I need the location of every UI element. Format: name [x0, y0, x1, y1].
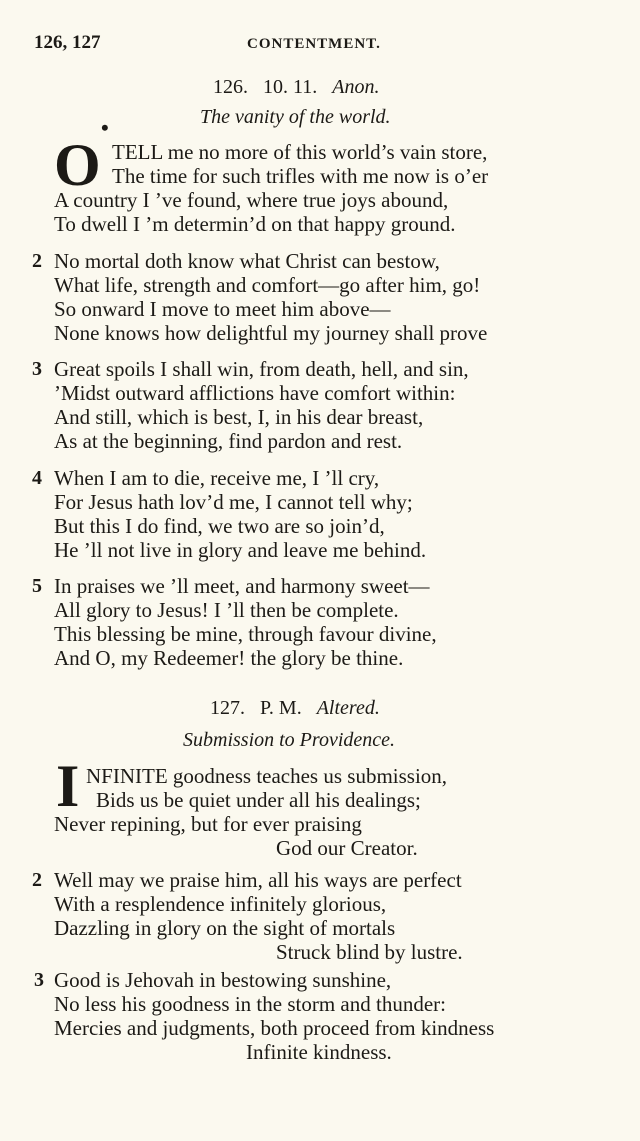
hymn-127-heading: [210, 696, 380, 720]
hymn-126-heading: [213, 75, 379, 99]
hymn-126-s5-line2: All glory to Jesus! I ’ll then be complete.: [54, 598, 399, 622]
hymn-126-s2-line3: So onward I move to meet him above—: [54, 297, 391, 321]
hymn-127-s2-line3: Dazzling in glory on the sight of mortals: [54, 916, 396, 940]
hymn-126-s3-line3: And still, which is best, I, in his dear breast,: [54, 405, 424, 429]
hymn-127-stanza-2-number: 2: [32, 869, 42, 891]
hymn-126-meter: 10. 11.: [263, 76, 318, 98]
hymn-127-dropcap: I: [56, 753, 80, 819]
hymn-126-s3-line1: Great spoils I shall win, from death, hell, and sin,: [54, 357, 469, 381]
hymn-126-s4-line2: For Jesus hath lov’d me, I cannot tell why;: [54, 490, 413, 514]
hymn-126-s1-line4: To dwell I ’m determin’d on that happy ground.: [54, 212, 456, 236]
hymn-127-title: Submission to Providence.: [183, 729, 396, 751]
hymn-126-s2-line1: No mortal doth know what Christ can bestow,: [54, 249, 440, 273]
hymn-126-stanza-2-number: 2: [32, 250, 42, 272]
hymn-126-s5-line3: This blessing be mine, through favour divine,: [54, 622, 437, 646]
stray-dot: •: [101, 115, 109, 140]
hymn-127-number: 127.: [210, 697, 245, 719]
hymn-127-s1-line4: God our Creator.: [276, 836, 418, 860]
hymn-126-s1-line3: A country I ’ve found, where true joys abound,: [54, 188, 449, 212]
hymn-126-s2-line4: None knows how delightful my journey shall prove: [54, 321, 488, 345]
hymn-127-stanza-3-number: 3: [34, 969, 44, 991]
hymn-127-s2-line1: Well may we praise him, all his ways are perfect: [54, 868, 462, 892]
hymn-126-title: The vanity of the world.: [200, 106, 391, 128]
hymn-126-author: Anon.: [332, 76, 380, 98]
hymn-126-dropcap: O: [54, 132, 101, 198]
hymn-127-s3-line4: Infinite kindness.: [246, 1040, 392, 1064]
hymn-126-s3-line4: As at the beginning, find pardon and rest.: [54, 429, 403, 453]
hymn-127-s2-line2: With a resplendence infinitely glorious,: [54, 892, 387, 916]
hymn-126-s5-line1: In praises we ’ll meet, and harmony sweet—: [54, 574, 430, 598]
hymn-127-s3-line1: Good is Jehovah in bestowing sunshine,: [54, 968, 392, 992]
hymn-126-s4-line3: But this I do find, we two are so join’d,: [54, 514, 385, 538]
hymn-127-author: Altered.: [316, 697, 380, 719]
hymn-127-s1-line1: NFINITE goodness teaches us submission,: [86, 764, 448, 788]
hymn-127-s1-line2: Bids us be quiet under all his dealings;: [96, 788, 421, 812]
hymn-126-s3-line2: ’Midst outward afflictions have comfort within:: [54, 381, 456, 405]
hymn-126-s4-line1: When I am to die, receive me, I ’ll cry,: [54, 466, 380, 490]
hymn-126-s4-line4: He ’ll not live in glory and leave me behind.: [54, 538, 427, 562]
hymn-126-s1-line2: The time for such trifles with me now is o’er: [112, 164, 489, 188]
hymn-126-s2-line2: What life, strength and comfort—go after him, go!: [54, 273, 481, 297]
hymn-126-stanza-3-number: 3: [32, 358, 42, 380]
hymn-126-s5-line4: And O, my Redeemer! the glory be thine.: [54, 646, 404, 670]
hymn-126-stanza-5-number: 5: [32, 575, 42, 597]
hymn-126-s1-line1: TELL me no more of this world’s vain store,: [112, 140, 488, 164]
page-numbers: 126, 127: [34, 32, 101, 53]
hymn-127-s2-line4: Struck blind by lustre.: [276, 940, 463, 964]
hymn-127-meter: P. M.: [260, 697, 302, 719]
hymn-127-s1-line3: Never repining, but for ever praising: [54, 812, 362, 836]
running-title: CONTENTMENT.: [247, 36, 381, 52]
hymn-127-s3-line3: Mercies and judgments, both proceed from kindness: [54, 1016, 495, 1040]
hymn-126-stanza-4-number: 4: [32, 467, 42, 489]
hymn-126-number: 126.: [213, 76, 248, 98]
hymn-127-s3-line2: No less his goodness in the storm and thunder:: [54, 992, 446, 1016]
